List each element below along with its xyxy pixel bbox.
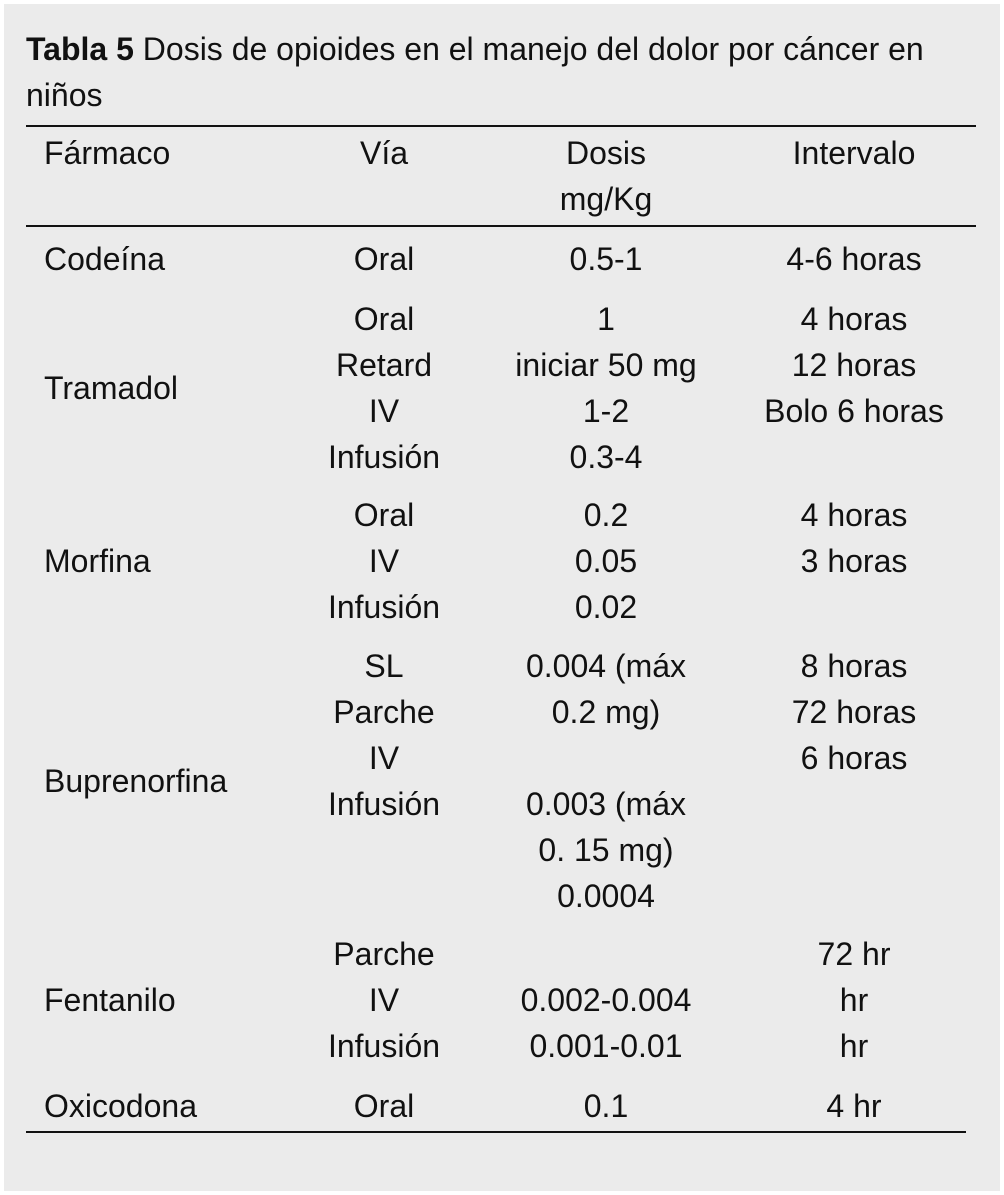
dose-value: 0.5-1 <box>569 241 643 277</box>
header-interval-label: Intervalo <box>792 135 916 171</box>
dose-value: 0.2 mg) <box>551 694 661 730</box>
drug-name: Oxicodona <box>44 1088 197 1124</box>
drug-name: Codeína <box>44 241 165 277</box>
dose-value: 1-2 <box>582 393 630 429</box>
dose-value <box>496 931 716 977</box>
interval-value: Bolo 6 horas <box>764 393 944 429</box>
interval-value: hr <box>839 982 869 1018</box>
route-value: Retard <box>335 347 433 383</box>
interval-cell <box>744 492 964 584</box>
header-rule <box>26 225 976 227</box>
table-row-buprenorfina <box>26 643 976 919</box>
dose-value: 0.02 <box>574 589 638 625</box>
route-value: IV <box>368 982 400 1018</box>
route-cell <box>304 1083 464 1129</box>
dose-value: 1 <box>597 301 615 337</box>
dose-cell <box>496 643 716 919</box>
dose-value: iniciar 50 mg <box>515 347 697 383</box>
interval-value: 12 horas <box>791 347 917 383</box>
dose-value: 0.0004 <box>557 878 655 914</box>
table-row-tramadol <box>26 296 976 480</box>
interval-value: 4 horas <box>800 301 908 337</box>
route-value: SL <box>364 648 404 684</box>
interval-value: 3 horas <box>800 543 908 579</box>
interval-value: 72 hr <box>817 936 891 972</box>
caption-label: Tabla 5 <box>26 31 134 67</box>
dose-value: 0.002-0.004 <box>520 982 692 1018</box>
table-header-row <box>26 130 976 222</box>
route-value: Infusión <box>327 786 441 822</box>
table-caption <box>26 26 966 118</box>
drug-name: Buprenorfina <box>44 763 228 799</box>
drug-name: Morfina <box>44 543 151 579</box>
route-value: Parche <box>333 936 435 972</box>
route-value: Infusión <box>327 439 441 475</box>
header-interval <box>744 130 964 176</box>
dose-cell <box>496 1083 716 1129</box>
dose-value: 0.001-0.01 <box>529 1028 683 1064</box>
table-row-oxicodona <box>26 1083 976 1129</box>
route-cell <box>304 492 464 630</box>
route-cell <box>304 931 464 1069</box>
header-route-label: Vía <box>359 135 409 171</box>
route-value: Oral <box>353 301 415 337</box>
header-dose-line1: Dosis <box>565 135 646 171</box>
dose-value <box>496 735 716 781</box>
table-panel <box>4 4 1000 1191</box>
interval-cell <box>744 236 964 282</box>
route-value: Oral <box>353 1088 415 1124</box>
header-drug: Fármaco <box>44 135 171 171</box>
drug-name: Fentanilo <box>44 982 176 1018</box>
dose-value: 0.05 <box>574 543 638 579</box>
dose-cell <box>496 931 716 1069</box>
interval-value: 4 hr <box>826 1088 882 1124</box>
route-cell <box>304 236 464 282</box>
interval-cell <box>744 931 964 1069</box>
table-row-codeina <box>26 236 976 282</box>
dose-value: 0. 15 mg) <box>538 832 674 868</box>
interval-value: hr <box>839 1028 869 1064</box>
interval-cell <box>744 1083 964 1129</box>
dose-value: 0.2 <box>583 497 629 533</box>
bottom-rule <box>26 1131 966 1133</box>
table-row-fentanilo <box>26 931 976 1069</box>
route-value: Oral <box>353 241 415 277</box>
table-row-morfina <box>26 492 976 630</box>
interval-value: 4 horas <box>800 497 908 533</box>
route-value: IV <box>368 393 400 429</box>
interval-cell <box>744 296 964 434</box>
route-value: IV <box>368 543 400 579</box>
route-value: IV <box>368 740 400 776</box>
dose-value: 0.003 (máx <box>525 786 687 822</box>
interval-value: 8 horas <box>800 648 908 684</box>
dose-value: 0.1 <box>583 1088 629 1124</box>
route-value: Oral <box>353 497 415 533</box>
caption-text: Dosis de opioides en el manejo del dolor por cáncer en niños <box>26 31 924 113</box>
route-value: Infusión <box>327 1028 441 1064</box>
dose-cell <box>496 296 716 480</box>
dose-value: 0.3-4 <box>569 439 643 475</box>
dose-cell <box>496 236 716 282</box>
header-dose-line2: mg/Kg <box>559 181 653 217</box>
interval-cell <box>744 643 964 781</box>
header-route <box>304 130 464 176</box>
header-dose <box>496 130 716 222</box>
route-value: Infusión <box>327 589 441 625</box>
top-rule <box>26 125 976 127</box>
interval-value: 6 horas <box>800 740 908 776</box>
route-value: Parche <box>333 694 435 730</box>
interval-value: 72 horas <box>791 694 917 730</box>
interval-value: 4-6 horas <box>786 241 922 277</box>
route-cell <box>304 643 464 827</box>
drug-name: Tramadol <box>44 370 178 406</box>
route-cell <box>304 296 464 480</box>
dose-cell <box>496 492 716 630</box>
dose-value: 0.004 (máx <box>525 648 687 684</box>
